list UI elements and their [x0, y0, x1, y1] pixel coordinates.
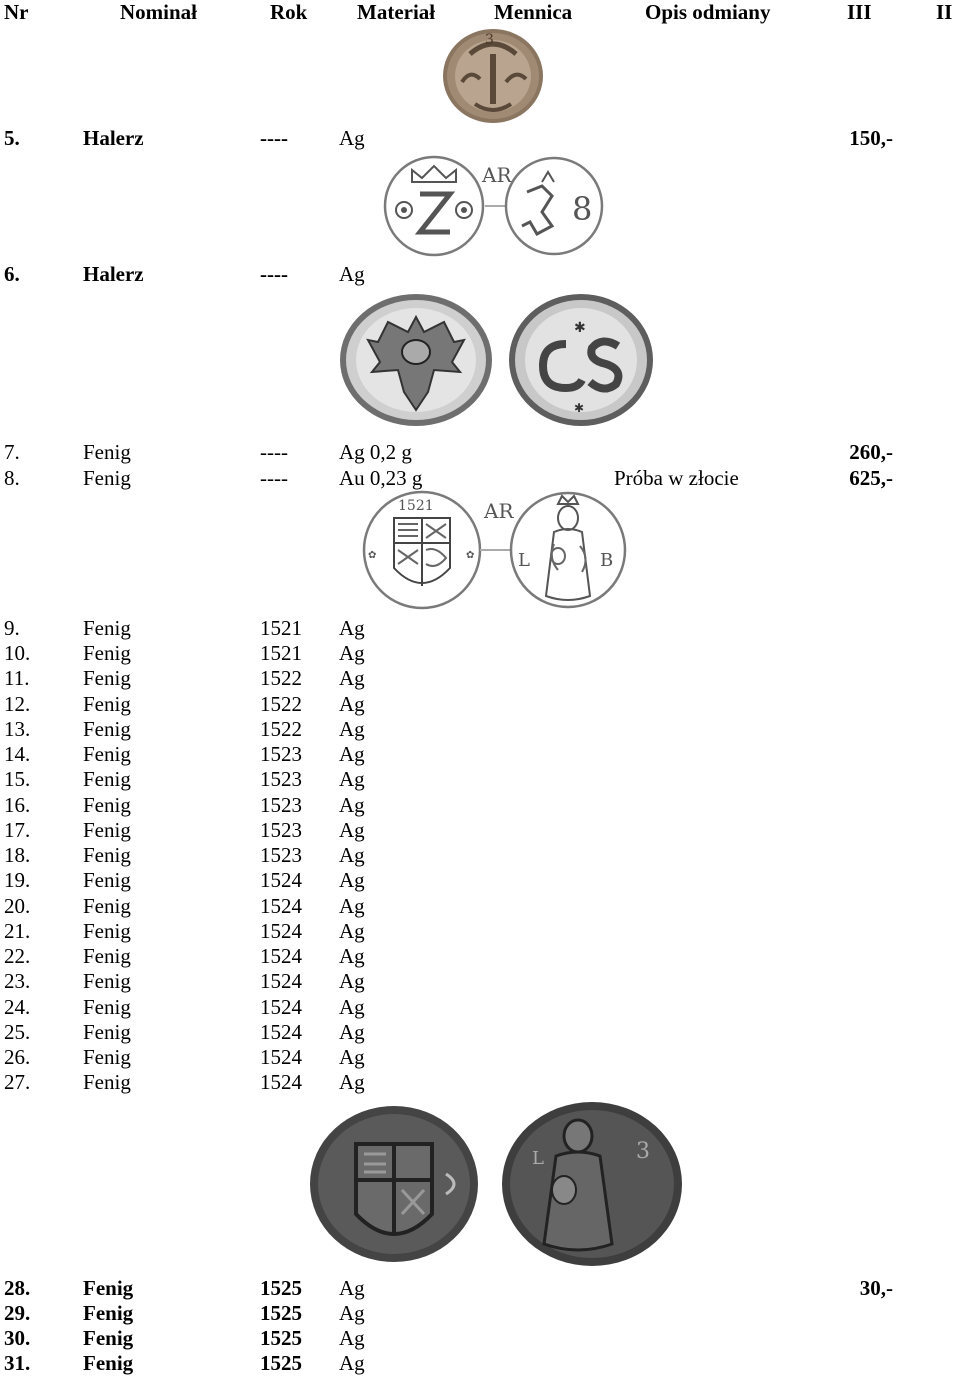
cell-material: Ag [339, 1020, 365, 1044]
table-row [0, 1020, 960, 1045]
table-row [0, 868, 960, 893]
header-mennica: Mennica [494, 0, 573, 24]
cell-nominal: Fenig [83, 767, 131, 791]
cell-nr: 11. [4, 666, 30, 690]
cell-nominal: Fenig [83, 742, 131, 766]
cell-nominal: Fenig [83, 692, 131, 716]
cell-material: Ag [339, 1070, 365, 1094]
coin-letter: 3 [485, 32, 494, 48]
header-opis: Opis odmiany [645, 0, 771, 24]
table-row [0, 843, 960, 868]
header-nr: Nr [4, 0, 29, 24]
table-row [0, 793, 960, 818]
ornament-mark: ✿ [466, 550, 475, 561]
header-material: Materiał [357, 0, 436, 24]
table-row [0, 666, 960, 691]
cell-nominal: Fenig [83, 641, 131, 665]
cell-rok: 1521 [260, 616, 302, 640]
cell-material: Ag [339, 126, 365, 150]
table-row [0, 466, 960, 491]
cell-rok: 1524 [260, 1070, 302, 1094]
cell-rok: 1524 [260, 1020, 302, 1044]
header-iii: III [847, 0, 872, 24]
cell-rok: 1524 [260, 894, 302, 918]
cell-nr: 24. [4, 995, 31, 1019]
cell-nr: 16. [4, 793, 31, 817]
cell-nominal: Fenig [83, 1045, 131, 1069]
cell-nr: 6. [4, 262, 20, 286]
cell-material: Ag [339, 919, 365, 943]
ornament-mark: ✿ [368, 550, 377, 561]
cell-material: Ag [339, 767, 365, 791]
cell-material: Ag [339, 1326, 365, 1350]
cell-nominal: Fenig [83, 969, 131, 993]
cell-nr: 20. [4, 894, 31, 918]
cell-material: Ag [339, 692, 365, 716]
cell-nr: 23. [4, 969, 31, 993]
cell-nr: 22. [4, 944, 31, 968]
cell-material: Ag [339, 969, 365, 993]
cell-rok: ---- [260, 440, 288, 464]
coin-photo-fenig-1524 [306, 1094, 686, 1274]
cell-rok: 1523 [260, 818, 302, 842]
cell-material: Ag [339, 868, 365, 892]
cell-rok: 1524 [260, 919, 302, 943]
cell-material: Ag [339, 666, 365, 690]
header-rok: Rok [270, 0, 308, 24]
cell-material: Ag [339, 995, 365, 1019]
cell-nominal: Fenig [83, 717, 131, 741]
cell-nominal: Fenig [83, 894, 131, 918]
cell-nr: 14. [4, 742, 31, 766]
coin-digit: 3 [636, 1139, 650, 1164]
cell-price: 30,- [859, 1276, 893, 1300]
cell-nr: 10. [4, 641, 31, 665]
table-row [0, 818, 960, 843]
cell-nominal: Fenig [83, 868, 131, 892]
cell-price: 625,- [849, 466, 893, 490]
cell-nr: 30. [4, 1326, 31, 1350]
cell-rok: 1524 [260, 944, 302, 968]
table-row [0, 126, 960, 151]
coin-letter: L [532, 1148, 544, 1169]
cell-rok: 1523 [260, 742, 302, 766]
cell-material: Ag [339, 944, 365, 968]
cell-nominal: Fenig [83, 818, 131, 842]
table-row [0, 767, 960, 792]
cell-nr: 5. [4, 126, 20, 150]
cell-rok: 1522 [260, 692, 302, 716]
star-mark: ✱ [574, 320, 586, 336]
table-header [0, 0, 960, 26]
cell-rok: 1523 [260, 767, 302, 791]
cell-material: Ag [339, 616, 365, 640]
cell-material: Ag 0,2 g [339, 440, 412, 464]
cell-nr: 29. [4, 1301, 31, 1325]
table-row [0, 969, 960, 994]
cell-nr: 13. [4, 717, 31, 741]
cell-nr: 27. [4, 1070, 31, 1094]
cell-nominal: Fenig [83, 1301, 134, 1325]
cell-rok: 1523 [260, 843, 302, 867]
header-ii: II [936, 0, 953, 24]
cell-nr: 26. [4, 1045, 31, 1069]
cell-nominal: Halerz [83, 262, 144, 286]
cell-nr: 31. [4, 1351, 31, 1375]
cell-nominal: Fenig [83, 1070, 131, 1094]
cell-rok: 1524 [260, 969, 302, 993]
cell-rok: 1522 [260, 717, 302, 741]
table-row [0, 1276, 960, 1301]
coin-letter-l: L [518, 550, 530, 571]
cell-rok: 1521 [260, 641, 302, 665]
table-row [0, 1070, 960, 1095]
cell-rok: 1522 [260, 666, 302, 690]
table-row [0, 919, 960, 944]
cell-rok: 1524 [260, 995, 302, 1019]
cell-price: 260,- [849, 440, 893, 464]
cell-nr: 28. [4, 1276, 31, 1300]
cell-rok: 1523 [260, 793, 302, 817]
silver-symbol: AR [484, 499, 514, 523]
cell-material: Ag [339, 742, 365, 766]
table-row [0, 894, 960, 919]
cell-nr: 25. [4, 1020, 31, 1044]
cell-nr: 19. [4, 868, 31, 892]
table-row [0, 692, 960, 717]
cell-nominal: Fenig [83, 666, 131, 690]
cell-rok: 1525 [260, 1276, 302, 1300]
cell-nominal: Fenig [83, 1326, 134, 1350]
cell-material: Ag [339, 1351, 365, 1375]
cell-nr: 18. [4, 843, 31, 867]
cell-nominal: Fenig [83, 466, 131, 490]
cell-rok: 1525 [260, 1326, 302, 1350]
table-row [0, 742, 960, 767]
cell-material: Ag [339, 843, 365, 867]
coin-letter-b: B [600, 550, 614, 571]
cell-material: Ag [339, 262, 365, 286]
cell-rok: 1525 [260, 1301, 302, 1325]
cell-rok: ---- [260, 126, 288, 150]
cell-material: Ag [339, 1045, 365, 1069]
cell-material: Ag [339, 894, 365, 918]
cell-material: Ag [339, 1276, 365, 1300]
cell-rok: 1524 [260, 1045, 302, 1069]
cell-opis: Próba w złocie [614, 466, 739, 490]
table-row [0, 995, 960, 1020]
cell-rok: 1525 [260, 1351, 302, 1375]
table-row [0, 944, 960, 969]
cell-material: Ag [339, 641, 365, 665]
cell-nominal: Fenig [83, 440, 131, 464]
cell-price: 150,- [849, 126, 893, 150]
table-row [0, 641, 960, 666]
table-row [0, 262, 960, 287]
table-row [0, 717, 960, 742]
cell-nr: 7. [4, 440, 20, 464]
cell-rok: ---- [260, 466, 288, 490]
cell-nominal: Fenig [83, 1351, 134, 1375]
cell-rok: 1524 [260, 868, 302, 892]
coin-drawing-halerz [382, 152, 608, 258]
cell-nominal: Fenig [83, 1276, 134, 1300]
table-row [0, 440, 960, 465]
header-nominal: Nominał [120, 0, 198, 24]
coin-photo-halerz [440, 24, 546, 124]
cell-material: Ag [339, 717, 365, 741]
cell-material: Ag [339, 818, 365, 842]
coin-digit: 8 [572, 190, 593, 228]
table-row [0, 1351, 960, 1376]
cell-nr: 21. [4, 919, 31, 943]
cell-nr: 8. [4, 466, 20, 490]
cell-nr: 12. [4, 692, 31, 716]
cell-nominal: Fenig [83, 843, 131, 867]
table-row [0, 1301, 960, 1326]
cell-nr: 17. [4, 818, 31, 842]
silver-symbol: AR [482, 163, 512, 187]
cell-nominal: Halerz [83, 126, 144, 150]
table-row [0, 1326, 960, 1351]
cell-nominal: Fenig [83, 1020, 131, 1044]
table-row [0, 1045, 960, 1070]
coin-drawing-fenig-1521 [358, 488, 634, 610]
cell-nr: 9. [4, 616, 20, 640]
table-row [0, 616, 960, 641]
cell-rok: ---- [260, 262, 288, 286]
cell-nominal: Fenig [83, 793, 131, 817]
cell-material: Ag [339, 793, 365, 817]
coin-photo-fenig-eagle-cs [338, 292, 654, 428]
cell-nominal: Fenig [83, 995, 131, 1019]
cell-nominal: Fenig [83, 944, 131, 968]
cell-material: Ag [339, 1301, 365, 1325]
cell-nominal: Fenig [83, 616, 131, 640]
cell-nominal: Fenig [83, 919, 131, 943]
star-mark: ✱ [574, 401, 585, 415]
cell-nr: 15. [4, 767, 31, 791]
coin-legend-year: 1521 [398, 498, 434, 514]
cell-material: Au 0,23 g [339, 466, 423, 490]
